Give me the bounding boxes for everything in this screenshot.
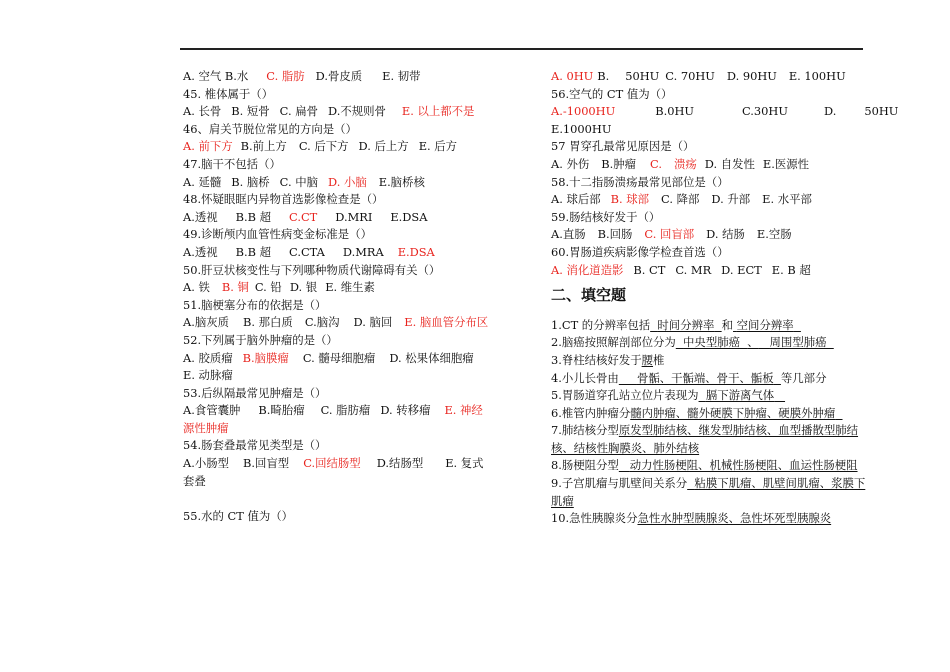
answer-option: E.DSA — [397, 244, 435, 259]
answer-option: B. 球部 — [610, 192, 650, 207]
q47-options — [183, 174, 493, 192]
option-d: D. 后上方 — [358, 139, 409, 154]
question-60: 60.胃肠道疾病影像学检查首选（） — [551, 244, 729, 259]
option-b: B.回盲型 — [243, 456, 290, 471]
fill-prompt: 3.脊柱结核好发于 — [551, 352, 642, 367]
question-49: 49.诊断颅内血管性病变金标准是（） — [183, 227, 372, 242]
q56-options — [551, 103, 899, 121]
option-a: A. 延髓 — [183, 174, 222, 189]
question-50: 50.肝豆状核变性与下列哪种物质代谢障碍有关（） — [183, 262, 441, 277]
option-d: D.MRI — [335, 209, 373, 224]
answer-option: E. 神经源性肿瘤 — [183, 403, 483, 435]
option-b: B. CT — [633, 262, 666, 277]
option-a: A.食管囊肿 — [183, 403, 241, 418]
option-c: C. 中脑 — [279, 174, 318, 189]
fill-10 — [551, 510, 873, 528]
answer-option: A.-1000HU — [551, 104, 616, 119]
option-e: E.脑桥核 — [378, 174, 425, 189]
question-59: 59.肠结核好发于（） — [551, 209, 661, 224]
right-column — [551, 68, 899, 528]
option-c: C.30HU — [742, 104, 788, 119]
question-54: 54.肠套叠最常见类型是（） — [183, 438, 327, 453]
option-d: D. 银 — [289, 280, 318, 295]
option-e: E.医源性 — [762, 156, 810, 171]
answer-option: D. 小脑 — [328, 174, 367, 189]
fill-prompt: 8.肠梗阻分型 — [551, 458, 619, 473]
fill-6 — [551, 405, 873, 423]
question-48: 48.怀疑眼眶内异物首选影像检查是（） — [183, 192, 384, 207]
option-d: D. 脑回 — [353, 315, 393, 330]
fill-answer: 中央型肺癌 、 周围型肺癌 — [683, 335, 827, 350]
option-e: E. 复式套叠 — [183, 456, 484, 488]
fill-prompt: 5.胃肠道穿孔站立位片表现为 — [551, 388, 699, 403]
answer-option: B.脑膜瘤 — [242, 350, 289, 365]
fill-9 — [551, 475, 873, 510]
option-b: B.肿瘤 — [601, 156, 637, 171]
fill-suffix: 椎 — [653, 352, 665, 367]
fill-answer: 动力性肠梗阻、机械性肠梗阻、血运性肠梗阻 — [629, 458, 858, 473]
option-b: B. 那白质 — [243, 315, 293, 330]
option-e: E. 后方 — [418, 139, 458, 154]
answer-option: C.CT — [289, 209, 318, 224]
question-56: 56.空气的 CT 值为（） — [551, 86, 673, 101]
answer-option-letter: C. — [650, 156, 662, 171]
fill-8 — [551, 457, 873, 475]
option-d: D.骨皮质 — [315, 69, 363, 83]
fill-4 — [551, 370, 873, 388]
option-d: D.MRA — [342, 244, 384, 259]
option-c: C. 后下方 — [298, 139, 349, 154]
option-d: D. 升部 — [711, 192, 751, 207]
option-c: C.脑沟 — [304, 315, 340, 330]
option-b: B. 短骨 — [231, 104, 270, 119]
option-a: A. 胶质瘤 — [183, 350, 233, 365]
fill-suffix: 等几部分 — [780, 370, 827, 385]
option-c: C.CTA — [289, 244, 325, 259]
answer-option: C.回结肠型 — [303, 456, 361, 471]
option-d-value: 50HU — [864, 104, 899, 119]
option-e: E. 动脉瘤 — [183, 368, 233, 383]
fill-prompt: 10.急性胰腺炎分 — [551, 511, 638, 526]
option-a: A.直肠 — [551, 227, 586, 242]
answer-option: B. 铜 — [221, 280, 249, 295]
option-c: C. 70HU — [665, 69, 715, 83]
q55-options — [551, 68, 873, 86]
option-a: A. 铁 — [183, 280, 210, 295]
fill-prompt: 9.子宫肌瘤与肌壁间关系分 — [551, 476, 688, 491]
fill-answer: 原发型肺结核、继发型肺结核、血型播散型肺结核、结核性胸膜炎、肺外结核 — [551, 423, 859, 455]
option-b-value: 50HU — [625, 69, 660, 83]
option-b: B.前上方 — [240, 139, 287, 154]
answer-option: C. 脂肪 — [266, 69, 305, 83]
q52-options — [183, 350, 493, 385]
q56-option-e: E.1000HU — [551, 121, 612, 136]
question-45: 45. 椎体属于（） — [183, 86, 274, 101]
option-a: A.透视 — [183, 209, 218, 224]
q60-options — [551, 262, 873, 280]
answer-option: E. 以上都不是 — [401, 104, 475, 119]
option-b: B.畸胎瘤 — [258, 403, 305, 418]
fill-prompt: 4.小儿长骨由 — [551, 370, 619, 385]
question-53: 53.后纵隔最常见肿瘤是（） — [183, 385, 327, 400]
option-a: A.小肠型 — [183, 456, 230, 471]
section-title: 二、填空题 — [551, 286, 627, 305]
option-e: E.DSA — [390, 209, 428, 224]
question-58: 58.十二指肠溃疡最常见部位是（） — [551, 174, 729, 189]
option-a: A. 球后部 — [551, 192, 601, 207]
left-column — [183, 68, 493, 526]
q48-options — [183, 209, 493, 227]
q57-options — [551, 156, 873, 174]
option-d: D. 90HU — [726, 69, 777, 83]
option-d: D. 松果体细胞瘤 — [389, 350, 474, 365]
option-b: B.B 超 — [235, 209, 272, 224]
q46-options — [183, 138, 493, 156]
option-a: A. 外伤 — [551, 156, 590, 171]
fill-answer: 腰 — [641, 352, 654, 367]
fill-prompt: 1.CT 的分辨率包括 — [551, 317, 651, 332]
fill-answer: 急性水肿型胰腺炎、急性坏死型胰腺炎 — [637, 511, 832, 526]
option-a: A. 空气 B.水 — [183, 69, 249, 83]
q51-options — [183, 314, 493, 332]
q49-options — [183, 244, 493, 262]
option-c: C. 降部 — [661, 192, 700, 207]
option-e: E.空肠 — [756, 227, 792, 242]
option-d: D.不规则骨 — [328, 104, 386, 119]
option-b: B. 脑桥 — [231, 174, 270, 189]
fill-prompt: 6.椎管内肿瘤分 — [551, 405, 631, 420]
fill-connector: 和 — [721, 317, 734, 332]
option-e: E. 100HU — [788, 69, 846, 83]
option-d: D. ECT — [721, 262, 762, 277]
answer-option: 溃疡 — [673, 156, 697, 171]
option-d: D. 结肠 — [706, 227, 745, 242]
q44-options — [183, 68, 493, 86]
answer-option: A. 前下方 — [183, 139, 233, 154]
fill-5 — [551, 387, 873, 405]
option-b: B. — [597, 69, 610, 83]
fill-answer: 粘膜下肌瘤、肌壁间肌瘤、浆膜下肌瘤 — [551, 476, 866, 508]
fill-answer: 髓内肿瘤、髓外硬膜下肿瘤、硬膜外肿瘤 — [630, 405, 836, 420]
option-d: D. 自发性 — [704, 156, 755, 171]
fill-2 — [551, 334, 873, 352]
option-b: B.回肠 — [597, 227, 633, 242]
fill-answer: 骨骺、干骺端、骨干、骺板 — [636, 370, 774, 385]
fill-prompt: 2.脑癌按照解剖部位分为 — [551, 335, 676, 350]
option-c: C. 扁骨 — [279, 104, 318, 119]
option-d: D.结肠型 — [376, 456, 424, 471]
option-e: E. 韧带 — [382, 69, 421, 83]
answer-option: E. 脑血管分布区 — [404, 315, 489, 330]
question-46: 46、肩关节脱位常见的方向是（） — [183, 121, 357, 136]
option-c: C. 脂肪瘤 — [320, 403, 371, 418]
option-c: C. 髓母细胞瘤 — [302, 350, 376, 365]
fill-prompt: 7.肺结核分型 — [551, 423, 619, 438]
option-e: E. B 超 — [771, 262, 811, 277]
fill-answer: 时间分辨率 — [657, 317, 715, 332]
option-c: C. MR — [675, 262, 712, 277]
fill-7 — [551, 422, 873, 457]
q50-options — [183, 279, 493, 297]
option-b: B.B 超 — [235, 244, 272, 259]
question-47: 47.脑干不包括（） — [183, 156, 281, 171]
spacer — [183, 490, 493, 508]
option-e: E. 水平部 — [762, 192, 812, 207]
q58-options — [551, 191, 873, 209]
question-52: 52.下列属于脑外肿瘤的是（） — [183, 332, 338, 347]
option-d: D. — [823, 104, 837, 119]
fill-3 — [551, 352, 873, 370]
fill-answer: 空间分辨率 — [736, 317, 794, 332]
q45-options — [183, 103, 493, 121]
option-a: A. 长骨 — [183, 104, 222, 119]
question-51: 51.脑梗塞分布的依据是（） — [183, 297, 327, 312]
question-57: 57 胃穿孔最常见原因是（） — [551, 139, 695, 154]
option-e: E. 维生素 — [325, 280, 375, 295]
q59-options — [551, 226, 873, 244]
answer-option: A. 消化道造影 — [551, 262, 624, 277]
answer-option: C. 回盲部 — [644, 227, 695, 242]
header-rule — [180, 48, 863, 50]
option-b: B.0HU — [655, 104, 694, 119]
option-a: A.脑灰质 — [183, 315, 230, 330]
q54-options — [183, 455, 493, 490]
question-55: 55.水的 CT 值为（） — [183, 509, 294, 524]
q53-options — [183, 402, 493, 437]
option-c: C. 铅 — [254, 280, 282, 295]
option-a: A.透视 — [183, 244, 218, 259]
fill-answer: 膈下游离气体 — [705, 388, 775, 403]
option-d: D. 转移瘤 — [380, 403, 431, 418]
answer-option: A. 0HU — [551, 69, 594, 83]
fill-1 — [551, 317, 873, 335]
